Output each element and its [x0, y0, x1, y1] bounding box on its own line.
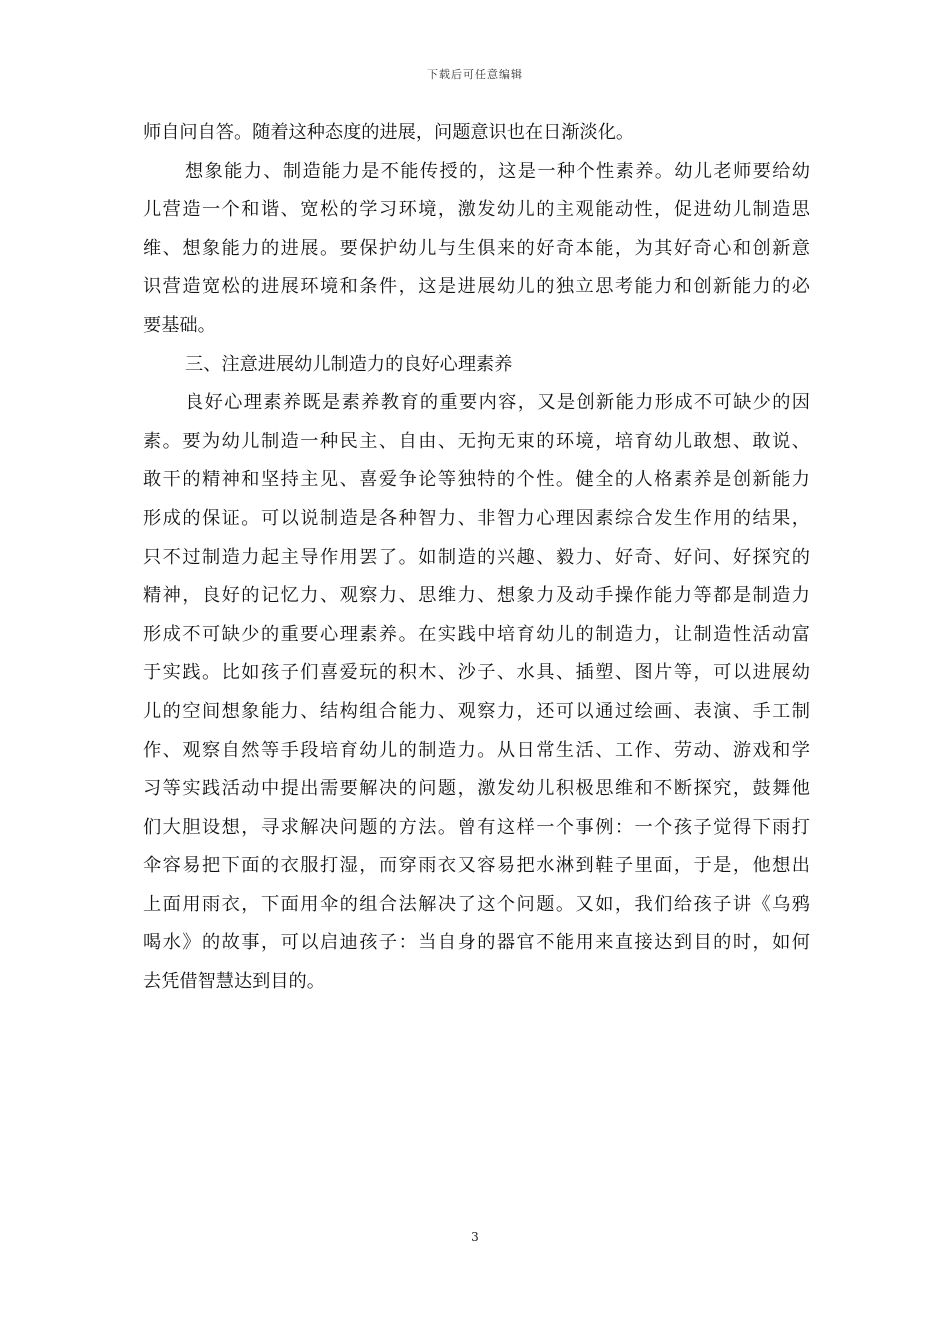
paragraph-line: 维、想象能力的进展。要保护幼儿与生俱来的好奇本能，为其好奇心和创新意: [143, 237, 810, 259]
paragraph-line: 想象能力、制造能力是不能传授的，这是一种个性素养。幼儿老师要给幼: [185, 160, 810, 182]
paragraph-line: 形成不可缺少的重要心理素养。在实践中培育幼儿的制造力，让制造性活动富: [143, 623, 810, 645]
paragraph-line: 良好心理素养既是素养教育的重要内容，又是创新能力形成不可缺少的因: [185, 392, 810, 414]
paragraph-line: 识营造宽松的进展环境和条件，这是进展幼儿的独立思考能力和创新能力的必: [143, 276, 810, 298]
paragraph-line: 于实践。比如孩子们喜爱玩的积木、沙子、水具、插塑、图片等，可以进展幼: [143, 662, 810, 684]
paragraph-line: 们大胆设想，寻求解决问题的方法。曾有这样一个事例：一个孩子觉得下雨打: [143, 816, 810, 838]
paragraph-line: 形成的保证。可以说制造是各种智力、非智力心理因素综合发生作用的结果，: [143, 507, 810, 529]
paragraph-line: 精神，良好的记忆力、观察力、思维力、想象力及动手操作能力等都是制造力: [143, 585, 810, 607]
paragraph-line: 素。要为幼儿制造一种民主、自由、无拘无束的环境，培育幼儿敢想、敢说、: [143, 430, 810, 452]
page-header: 下载后可任意编辑: [427, 68, 523, 81]
paragraph-line: 喝水》的故事，可以启迪孩子：当自身的器官不能用来直接达到目的时，如何: [143, 932, 810, 954]
paragraph-line: 敢干的精神和坚持主见、喜爱争论等独特的个性。健全的人格素养是创新能力: [143, 469, 810, 491]
page-number: 3: [471, 1230, 479, 1244]
paragraph-line: 师自问自答。随着这种态度的进展，问题意识也在日渐淡化。: [143, 122, 635, 143]
section-heading: 三、注意进展幼儿制造力的良好心理素养: [185, 353, 513, 375]
paragraph-line: 去凭借智慧达到目的。: [143, 971, 325, 993]
paragraph-line: 儿的空间想象能力、结构组合能力、观察力，还可以通过绘画、表演、手工制: [143, 700, 810, 722]
paragraph-line: 作、观察自然等手段培育幼儿的制造力。从日常生活、工作、劳动、游戏和学: [143, 739, 810, 761]
paragraph-line: 伞容易把下面的衣服打湿，而穿雨衣又容易把水淋到鞋子里面，于是，他想出: [143, 855, 810, 877]
paragraph-line: 儿营造一个和谐、宽松的学习环境，激发幼儿的主观能动性，促进幼儿制造思: [143, 199, 810, 221]
paragraph-line: 要基础。: [143, 314, 216, 336]
paragraph-line: 习等实践活动中提出需要解决的问题，激发幼儿积极思维和不断探究，鼓舞他: [143, 778, 810, 800]
paragraph-line: 上面用雨衣，下面用伞的组合法解决了这个问题。又如，我们给孩子讲《乌鸦: [143, 893, 810, 915]
document-body: [143, 114, 810, 1002]
paragraph-line: 只不过制造力起主导作用罢了。如制造的兴趣、毅力、好奇、好问、好探究的: [143, 546, 810, 568]
